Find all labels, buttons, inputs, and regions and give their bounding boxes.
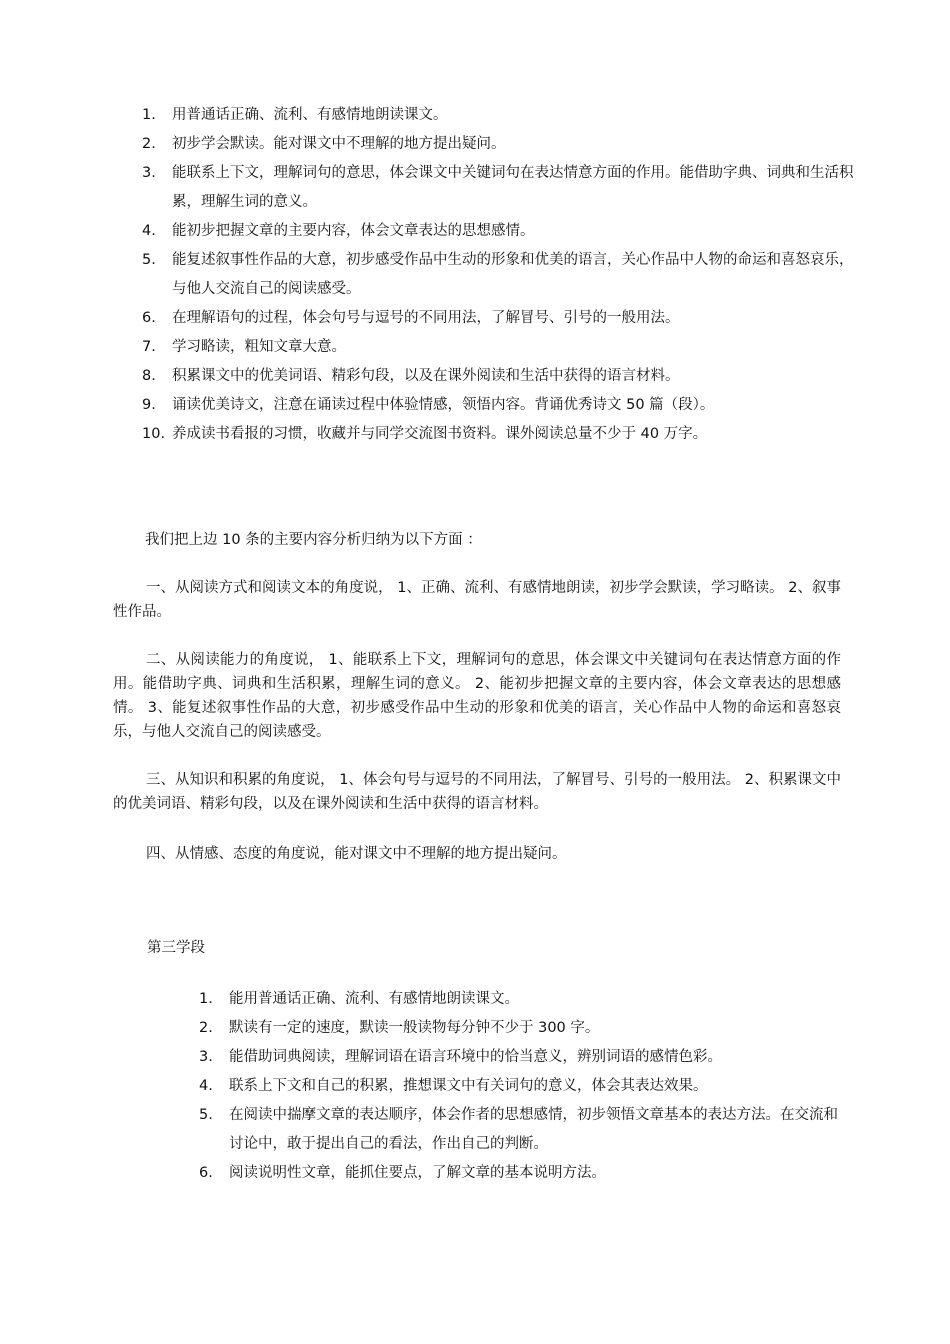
item-text: 积累课文中的优美词语、精彩句段，以及在课外阅读和生活中获得的语言材料。 [172, 368, 680, 384]
list-item [199, 1159, 841, 1188]
item-text: 养成读书看报的习惯，收藏并与同学交流图书资料。课外阅读总量不少于 40 万字。 [172, 426, 708, 442]
list-item [199, 1043, 841, 1072]
item-text: 能借助词典阅读，理解词语在语言环境中的恰当意义，辨别词语的感情色彩。 [229, 1049, 722, 1065]
item-number: 8. [142, 368, 156, 384]
item-text: 阅读说明性文章，能抓住要点，了解文章的基本说明方法。 [229, 1165, 606, 1181]
list-item [142, 420, 854, 449]
item-number: 1. [142, 107, 156, 123]
list-item [142, 130, 854, 159]
item-text: 诵读优美诗文，注意在诵读过程中体验情感，领悟内容。背诵优秀诗文 50 篇（段）。 [172, 397, 715, 413]
item-number: 5. [199, 1107, 213, 1123]
list-item [142, 362, 854, 391]
section-title: 第三学段 [147, 940, 205, 956]
list-item [142, 217, 854, 246]
item-text: 联系上下文和自己的积累，推想课文中有关词句的意义，体会其表达效果。 [229, 1078, 708, 1094]
item-text: 能联系上下文，理解词句的意思，体会课文中关键词句在表达情意方面的作用。能借助字典、词典和生活积累，理解生词的意义。 [172, 165, 854, 210]
item-text: 初步学会默读。能对课文中不理解的地方提出疑问。 [172, 136, 506, 152]
list-item [199, 1101, 841, 1159]
list-item [142, 246, 854, 304]
analysis-paragraph-3: 三、从知识和积累的角度说， 1、体会句号与逗号的不同用法，了解冒号、引号的一般用法。 2、积累课文中的优美词语、精彩句段，以及在课外阅读和生活中获得的语言材料。 [113, 772, 841, 812]
item-text: 能用普通话正确、流利、有感情地朗读课文。 [229, 991, 519, 1007]
item-text: 在理解语句的过程，体会句号与逗号的不同用法，了解冒号、引号的一般用法。 [172, 310, 680, 326]
item-number: 6. [142, 310, 156, 326]
list-item [199, 985, 841, 1014]
item-number: 7. [142, 339, 156, 355]
list-item [142, 101, 854, 130]
item-number: 3. [142, 165, 156, 181]
item-number: 4. [142, 223, 156, 239]
item-text: 在阅读中揣摩文章的表达顺序，体会作者的思想感情，初步领悟文章基本的表达方法。在交流和讨论中，敢于提出自己的看法，作出自己的判断。 [229, 1107, 838, 1152]
list-item [199, 1014, 841, 1043]
summary-intro: 我们把上边 10 条的主要内容分析归纳为以下方面 ： [145, 532, 482, 548]
item-number: 2. [142, 136, 156, 152]
item-number: 10. [142, 426, 166, 442]
reading-goals-list [142, 101, 854, 449]
list-item [142, 304, 854, 333]
item-text: 默读有一定的速度，默读一般读物每分钟不少于 300 字。 [229, 1020, 600, 1036]
analysis-paragraph-4: 四、从情感、态度的角度说，能对课文中不理解的地方提出疑问。 [146, 846, 567, 862]
list-item [142, 391, 854, 420]
item-text: 学习略读，粗知文章大意。 [172, 339, 346, 355]
item-number: 1. [199, 991, 213, 1007]
analysis-paragraph-2: 二、从阅读能力的角度说， 1、能联系上下文，理解词句的意思，体会课文中关键词句在表达情意方面的作用。能借助字典、词典和生活积累，理解生词的意义。 2、能初步把握文章的主要内容，体会文章表达的思想感情。 3、能复述叙事性作品的大意，初步感受作品中生动的形象和优美的语言，关心作品中人物的命运和喜怒哀乐，与他人交流自己的阅读感受。 [113, 652, 841, 740]
item-number: 5. [142, 252, 156, 268]
list-item [142, 159, 854, 217]
item-number: 6. [199, 1165, 213, 1181]
item-text: 能初步把握文章的主要内容，体会文章表达的思想感情。 [172, 223, 535, 239]
list-item [199, 1072, 841, 1101]
item-number: 2. [199, 1020, 213, 1036]
list-item [142, 333, 854, 362]
third-stage-goals-list [199, 985, 841, 1188]
analysis-paragraph-1: 一、从阅读方式和阅读文本的角度说， 1、正确、流利、有感情地朗读，初步学会默读，学习略读。 2、叙事性作品。 [113, 580, 841, 620]
item-text: 能复述叙事性作品的大意，初步感受作品中生动的形象和优美的语言，关心作品中人物的命运和喜怒哀乐，与他人交流自己的阅读感受。 [172, 252, 854, 297]
item-text: 用普通话正确、流利、有感情地朗读课文。 [172, 107, 448, 123]
item-number: 9. [142, 397, 156, 413]
item-number: 3. [199, 1049, 213, 1065]
item-number: 4. [199, 1078, 213, 1094]
